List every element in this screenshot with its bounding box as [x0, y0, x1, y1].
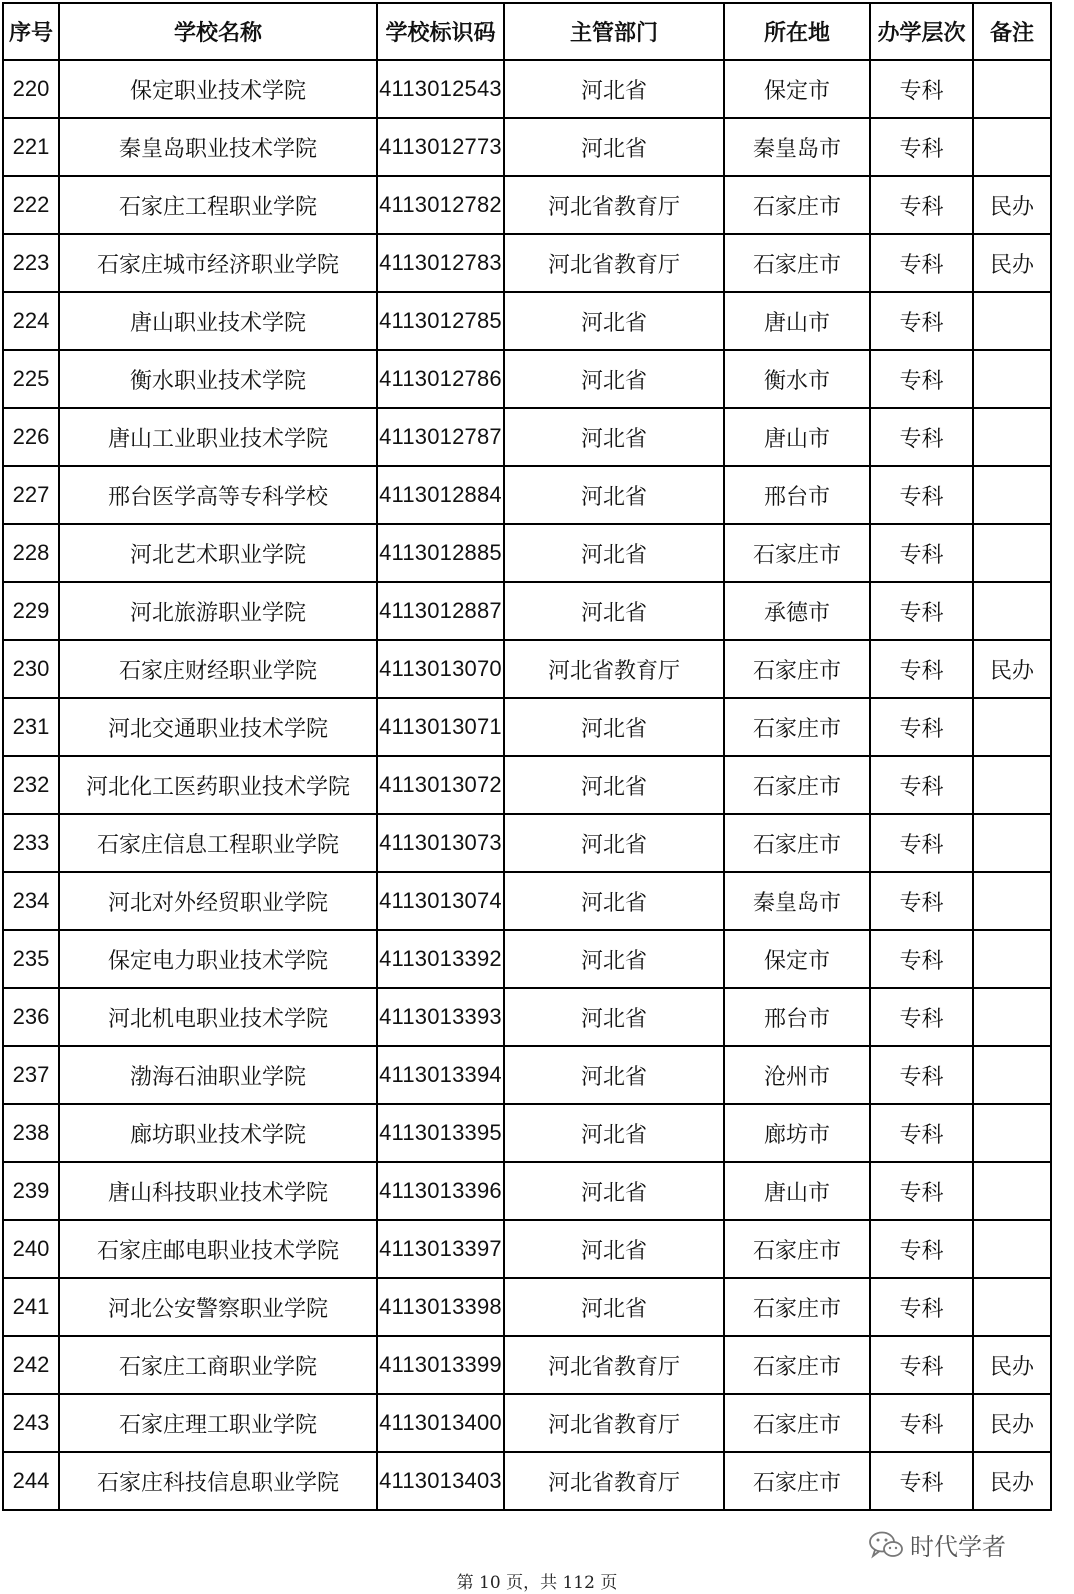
cell-location: 石家庄市: [724, 176, 870, 234]
cell-level: 专科: [870, 1046, 973, 1104]
cell-level: 专科: [870, 1220, 973, 1278]
cell-level: 专科: [870, 408, 973, 466]
cell-level: 专科: [870, 814, 973, 872]
cell-department: 河北省教育厅: [504, 1452, 724, 1510]
cell-location: 承德市: [724, 582, 870, 640]
table-row: [3, 582, 1051, 640]
cell-note: [973, 118, 1051, 176]
table-row: [3, 60, 1051, 118]
cell-location: 秦皇岛市: [724, 118, 870, 176]
cell-note: [973, 292, 1051, 350]
table-row: [3, 930, 1051, 988]
cell-department: 河北省: [504, 1104, 724, 1162]
cell-index: 239: [3, 1162, 59, 1220]
table-row: [3, 118, 1051, 176]
cell-level: 专科: [870, 1336, 973, 1394]
cell-index: 228: [3, 524, 59, 582]
table-row: [3, 1278, 1051, 1336]
cell-school-name: 石家庄财经职业学院: [59, 640, 377, 698]
cell-school-code: 4113012782: [377, 176, 504, 234]
cell-school-name: 唐山职业技术学院: [59, 292, 377, 350]
table-row: [3, 814, 1051, 872]
cell-index: 225: [3, 350, 59, 408]
cell-level: 专科: [870, 1452, 973, 1510]
cell-level: 专科: [870, 872, 973, 930]
header-school-code: 学校标识码: [377, 3, 504, 60]
cell-department: 河北省教育厅: [504, 1336, 724, 1394]
cell-index: 226: [3, 408, 59, 466]
cell-school-code: 4113013400: [377, 1394, 504, 1452]
cell-note: 民办: [973, 234, 1051, 292]
cell-note: [973, 872, 1051, 930]
cell-index: 227: [3, 466, 59, 524]
table-row: [3, 466, 1051, 524]
cell-department: 河北省: [504, 408, 724, 466]
cell-location: 唐山市: [724, 408, 870, 466]
cell-note: [973, 1162, 1051, 1220]
cell-school-code: 4113013074: [377, 872, 504, 930]
cell-department: 河北省: [504, 60, 724, 118]
cell-school-name: 河北机电职业技术学院: [59, 988, 377, 1046]
cell-index: 222: [3, 176, 59, 234]
cell-note: [973, 350, 1051, 408]
cell-location: 石家庄市: [724, 1336, 870, 1394]
cell-location: 保定市: [724, 930, 870, 988]
cell-index: 234: [3, 872, 59, 930]
table-row: [3, 524, 1051, 582]
cell-department: 河北省: [504, 582, 724, 640]
table-row: [3, 350, 1051, 408]
cell-department: 河北省: [504, 1220, 724, 1278]
table-row: [3, 872, 1051, 930]
table-row: [3, 1104, 1051, 1162]
cell-index: 240: [3, 1220, 59, 1278]
cell-location: 邢台市: [724, 988, 870, 1046]
cell-school-name: 唐山工业职业技术学院: [59, 408, 377, 466]
cell-index: 229: [3, 582, 59, 640]
cell-school-code: 4113013397: [377, 1220, 504, 1278]
cell-school-code: 4113012786: [377, 350, 504, 408]
table-row: [3, 1336, 1051, 1394]
table-row: [3, 1046, 1051, 1104]
cell-school-name: 河北化工医药职业技术学院: [59, 756, 377, 814]
cell-department: 河北省教育厅: [504, 640, 724, 698]
cell-index: 221: [3, 118, 59, 176]
cell-index: 230: [3, 640, 59, 698]
cell-location: 石家庄市: [724, 1220, 870, 1278]
cell-note: [973, 756, 1051, 814]
cell-school-code: 4113012885: [377, 524, 504, 582]
cell-school-code: 4113013393: [377, 988, 504, 1046]
cell-level: 专科: [870, 118, 973, 176]
cell-level: 专科: [870, 292, 973, 350]
cell-level: 专科: [870, 698, 973, 756]
cell-location: 石家庄市: [724, 234, 870, 292]
cell-location: 石家庄市: [724, 524, 870, 582]
table-row: [3, 1452, 1051, 1510]
cell-school-code: 4113013399: [377, 1336, 504, 1394]
watermark: [868, 1527, 1006, 1562]
cell-school-code: 4113012783: [377, 234, 504, 292]
cell-school-code: 4113013396: [377, 1162, 504, 1220]
cell-location: 石家庄市: [724, 814, 870, 872]
cell-school-name: 河北公安警察职业学院: [59, 1278, 377, 1336]
cell-department: 河北省: [504, 118, 724, 176]
cell-department: 河北省: [504, 524, 724, 582]
cell-index: 244: [3, 1452, 59, 1510]
cell-index: 235: [3, 930, 59, 988]
cell-department: 河北省: [504, 698, 724, 756]
cell-department: 河北省: [504, 872, 724, 930]
cell-location: 石家庄市: [724, 1452, 870, 1510]
cell-note: 民办: [973, 1394, 1051, 1452]
header-index: 序号: [3, 3, 59, 60]
page-footer: 第 10 页，共 112 页: [456, 1573, 618, 1593]
cell-department: 河北省: [504, 756, 724, 814]
cell-note: [973, 814, 1051, 872]
cell-school-name: 河北对外经贸职业学院: [59, 872, 377, 930]
cell-note: [973, 60, 1051, 118]
wechat-icon: [868, 1530, 904, 1560]
cell-note: 民办: [973, 1452, 1051, 1510]
cell-department: 河北省: [504, 350, 724, 408]
header-note: 备注: [973, 3, 1051, 60]
table-row: [3, 176, 1051, 234]
cell-location: 衡水市: [724, 350, 870, 408]
cell-note: [973, 524, 1051, 582]
cell-index: 231: [3, 698, 59, 756]
cell-level: 专科: [870, 466, 973, 524]
cell-level: 专科: [870, 1394, 973, 1452]
cell-location: 石家庄市: [724, 1278, 870, 1336]
table-row: [3, 234, 1051, 292]
cell-index: 232: [3, 756, 59, 814]
cell-school-name: 保定职业技术学院: [59, 60, 377, 118]
cell-location: 唐山市: [724, 1162, 870, 1220]
cell-location: 保定市: [724, 60, 870, 118]
cell-school-name: 石家庄工程职业学院: [59, 176, 377, 234]
cell-level: 专科: [870, 1104, 973, 1162]
cell-index: 241: [3, 1278, 59, 1336]
cell-location: 唐山市: [724, 292, 870, 350]
cell-note: 民办: [973, 1336, 1051, 1394]
cell-note: [973, 930, 1051, 988]
cell-school-name: 邢台医学高等专科学校: [59, 466, 377, 524]
cell-school-code: 4113012543: [377, 60, 504, 118]
cell-index: 242: [3, 1336, 59, 1394]
cell-note: 民办: [973, 640, 1051, 698]
cell-school-name: 渤海石油职业学院: [59, 1046, 377, 1104]
cell-department: 河北省教育厅: [504, 176, 724, 234]
header-school-name: 学校名称: [59, 3, 377, 60]
header-department: 主管部门: [504, 3, 724, 60]
cell-school-code: 4113013395: [377, 1104, 504, 1162]
table-row: [3, 408, 1051, 466]
cell-school-name: 唐山科技职业技术学院: [59, 1162, 377, 1220]
cell-note: [973, 1278, 1051, 1336]
cell-school-name: 石家庄理工职业学院: [59, 1394, 377, 1452]
table-body: [3, 60, 1051, 1510]
table-row: [3, 1220, 1051, 1278]
cell-school-name: 石家庄邮电职业技术学院: [59, 1220, 377, 1278]
cell-department: 河北省: [504, 1046, 724, 1104]
cell-note: 民办: [973, 176, 1051, 234]
cell-location: 廊坊市: [724, 1104, 870, 1162]
table-row: [3, 698, 1051, 756]
cell-location: 邢台市: [724, 466, 870, 524]
cell-department: 河北省: [504, 1278, 724, 1336]
cell-school-code: 4113012887: [377, 582, 504, 640]
table-header-row: [3, 3, 1051, 60]
cell-school-code: 4113013072: [377, 756, 504, 814]
cell-level: 专科: [870, 1278, 973, 1336]
cell-level: 专科: [870, 988, 973, 1046]
cell-location: 石家庄市: [724, 640, 870, 698]
table-row: [3, 640, 1051, 698]
cell-level: 专科: [870, 1162, 973, 1220]
cell-index: 236: [3, 988, 59, 1046]
cell-department: 河北省教育厅: [504, 1394, 724, 1452]
cell-index: 233: [3, 814, 59, 872]
cell-location: 石家庄市: [724, 1394, 870, 1452]
cell-level: 专科: [870, 234, 973, 292]
cell-school-name: 石家庄信息工程职业学院: [59, 814, 377, 872]
cell-index: 223: [3, 234, 59, 292]
cell-location: 石家庄市: [724, 698, 870, 756]
cell-school-code: 4113012773: [377, 118, 504, 176]
cell-level: 专科: [870, 176, 973, 234]
cell-note: [973, 698, 1051, 756]
cell-department: 河北省: [504, 292, 724, 350]
cell-index: 220: [3, 60, 59, 118]
cell-note: [973, 988, 1051, 1046]
cell-location: 沧州市: [724, 1046, 870, 1104]
cell-school-name: 秦皇岛职业技术学院: [59, 118, 377, 176]
cell-level: 专科: [870, 350, 973, 408]
cell-index: 237: [3, 1046, 59, 1104]
cell-school-code: 4113013071: [377, 698, 504, 756]
cell-level: 专科: [870, 640, 973, 698]
cell-index: 224: [3, 292, 59, 350]
cell-level: 专科: [870, 756, 973, 814]
cell-school-code: 4113012884: [377, 466, 504, 524]
cell-school-code: 4113012785: [377, 292, 504, 350]
cell-note: [973, 1104, 1051, 1162]
watermark-text: 时代学者: [910, 1533, 1006, 1561]
cell-index: 238: [3, 1104, 59, 1162]
table-row: [3, 292, 1051, 350]
cell-note: [973, 582, 1051, 640]
cell-school-code: 4113013392: [377, 930, 504, 988]
cell-level: 专科: [870, 524, 973, 582]
table-row: [3, 756, 1051, 814]
cell-school-name: 河北旅游职业学院: [59, 582, 377, 640]
cell-location: 秦皇岛市: [724, 872, 870, 930]
cell-level: 专科: [870, 60, 973, 118]
cell-index: 243: [3, 1394, 59, 1452]
cell-school-name: 石家庄科技信息职业学院: [59, 1452, 377, 1510]
cell-department: 河北省: [504, 1162, 724, 1220]
cell-note: [973, 466, 1051, 524]
cell-school-name: 石家庄城市经济职业学院: [59, 234, 377, 292]
table-row: [3, 988, 1051, 1046]
cell-school-code: 4113013070: [377, 640, 504, 698]
cell-school-code: 4113013394: [377, 1046, 504, 1104]
cell-school-name: 河北艺术职业学院: [59, 524, 377, 582]
cell-school-name: 保定电力职业技术学院: [59, 930, 377, 988]
cell-school-name: 衡水职业技术学院: [59, 350, 377, 408]
cell-department: 河北省教育厅: [504, 234, 724, 292]
cell-school-name: 河北交通职业技术学院: [59, 698, 377, 756]
cell-department: 河北省: [504, 930, 724, 988]
header-level: 办学层次: [870, 3, 973, 60]
cell-department: 河北省: [504, 466, 724, 524]
table-row: [3, 1162, 1051, 1220]
cell-school-name: 廊坊职业技术学院: [59, 1104, 377, 1162]
cell-note: [973, 1046, 1051, 1104]
header-location: 所在地: [724, 3, 870, 60]
cell-level: 专科: [870, 582, 973, 640]
table-row: [3, 1394, 1051, 1452]
cell-school-code: 4113013403: [377, 1452, 504, 1510]
cell-department: 河北省: [504, 988, 724, 1046]
cell-location: 石家庄市: [724, 756, 870, 814]
cell-school-code: 4113013073: [377, 814, 504, 872]
cell-department: 河北省: [504, 814, 724, 872]
cell-school-name: 石家庄工商职业学院: [59, 1336, 377, 1394]
cell-school-code: 4113013398: [377, 1278, 504, 1336]
cell-school-code: 4113012787: [377, 408, 504, 466]
cell-note: [973, 1220, 1051, 1278]
cell-note: [973, 408, 1051, 466]
cell-level: 专科: [870, 930, 973, 988]
school-list-table: [2, 2, 1052, 1511]
